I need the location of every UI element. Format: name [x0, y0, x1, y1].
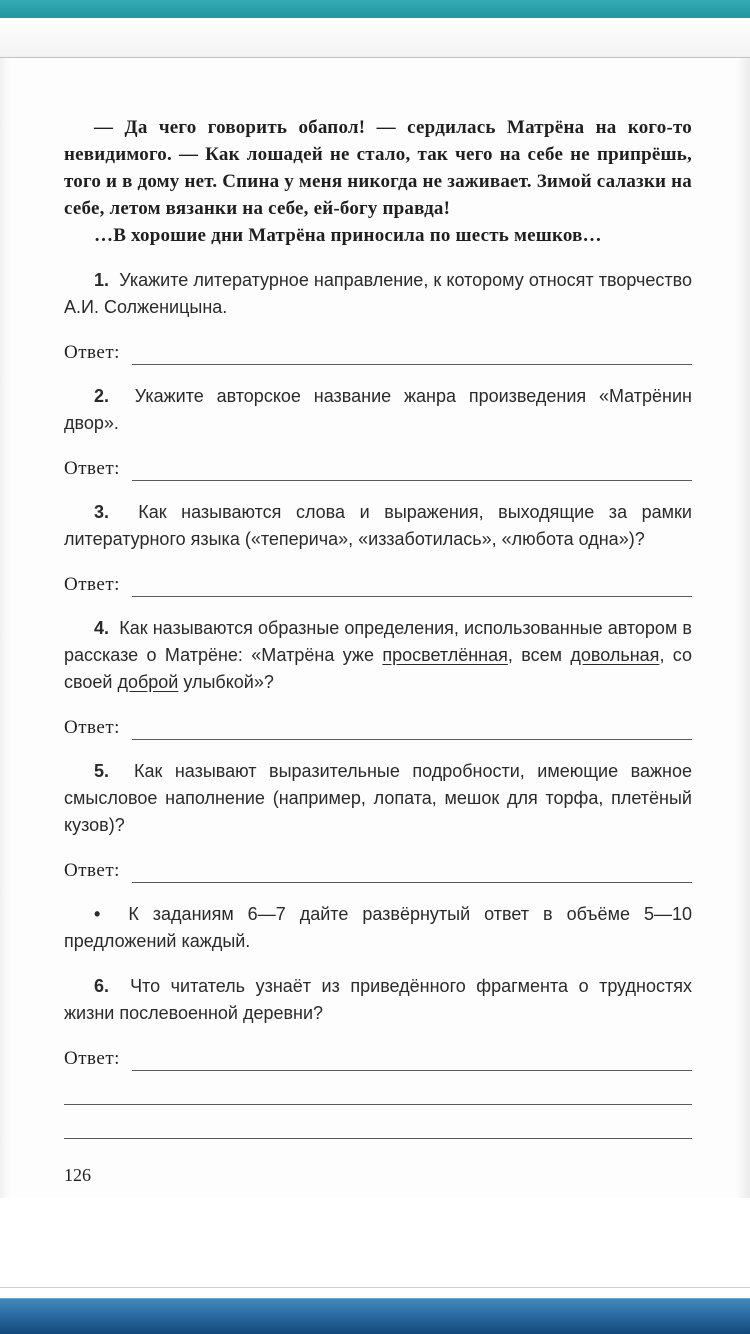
answer-blank-line [132, 341, 692, 365]
question-text [64, 267, 692, 321]
divider-hairline [0, 1287, 750, 1288]
answer-label: Ответ: [64, 342, 120, 363]
book-page[interactable] [0, 58, 750, 1198]
question-number: 6. [94, 976, 110, 996]
question-segment: довольная [570, 645, 660, 665]
answer-blank-line [64, 1071, 692, 1105]
answer-row [64, 710, 692, 740]
page-bottom-margin [0, 1198, 750, 1298]
answer-label: Ответ: [64, 860, 120, 881]
answer-blank-line [64, 1105, 692, 1139]
answer-row [64, 335, 692, 365]
question-text [64, 973, 692, 1027]
question-number: 3. [94, 502, 110, 522]
question-segment: улыбкой»? [178, 672, 274, 692]
answer-row [64, 1041, 692, 1071]
question-number: 1. [94, 270, 110, 290]
question-segment: , всем [507, 645, 571, 665]
question-segment: , со своей [64, 645, 693, 692]
answer-blank-line [132, 859, 692, 883]
question-segment: Как называются слова и выражения, выходящие за рамки литературного языка («теперича», «иззаботилась», «любота одна»)? [64, 502, 692, 549]
answer-label: Ответ: [64, 717, 120, 738]
question-segment: Укажите литературное направление, к которому относят творчество А.И. Солженицына. [64, 270, 692, 317]
answer-label: Ответ: [64, 1048, 120, 1069]
instruction-note [64, 901, 692, 955]
excerpt-paragraph: — Да чего говорить обапол! — сердилась Матрёна на кого-то невидимого. — Как лошадей не стало, так чего на себе не припрёшь, того и в дому нет. Спина у меня никогда не заживает. Зимой салазки на себе, летом вязанки на себе, ей-богу правда! [64, 117, 692, 219]
answer-blank-line [132, 1047, 692, 1071]
page-top-margin [0, 18, 750, 58]
question-text [64, 499, 692, 553]
answer-blank-line [132, 457, 692, 481]
question-number: 2. [94, 386, 110, 406]
question-segment: К заданиям 6—7 дайте развёрнутый ответ в объёме 5—10 предложений каждый. [64, 904, 692, 951]
answer-blank-line [132, 573, 692, 597]
page-number: 126 [64, 1165, 91, 1185]
answer-row [64, 451, 692, 481]
answer-blank-line [132, 716, 692, 740]
bullet-icon: • [94, 904, 101, 924]
question-text [64, 383, 692, 437]
answer-label: Ответ: [64, 574, 120, 595]
question-number: 5. [94, 761, 110, 781]
question-segment: Как называют выразительные подробности, имеющие важное смысловое наполнение (например, лопата, мешок для торфа, плетёный кузов)? [64, 761, 692, 835]
status-bar [0, 0, 750, 18]
question-segment: доброй [117, 672, 179, 692]
answer-row [64, 567, 692, 597]
question-segment: Как называются образные определения, использованные автором в рассказе о Матрёне: «Матрёна уже [64, 618, 692, 665]
answer-label: Ответ: [64, 458, 120, 479]
excerpt-paragraph: …В хорошие дни Матрёна приносила по шесть мешков… [94, 225, 602, 246]
questions-list [64, 267, 692, 1139]
question-number: 4. [94, 618, 110, 638]
question-text [64, 615, 692, 696]
question-segment: Укажите авторское название жанра произведения «Матрёнин двор». [64, 386, 692, 433]
excerpt [64, 114, 692, 249]
question-text [64, 758, 692, 839]
question-segment: Что читатель узнаёт из приведённого фрагмента о трудностях жизни послевоенной деревни? [64, 976, 692, 1023]
question-segment: просветлённая [382, 645, 508, 665]
bottom-toolbar [0, 1298, 750, 1334]
answer-row [64, 853, 692, 883]
